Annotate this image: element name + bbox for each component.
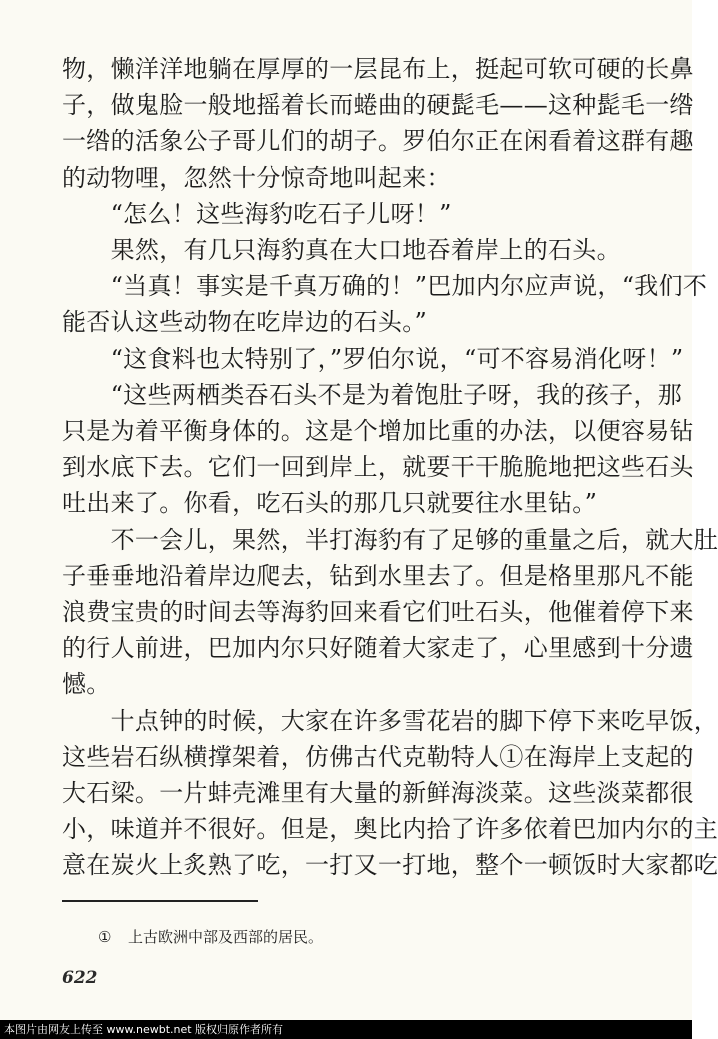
body-line-19: 十点钟的时候，大家在许多雪花岩的脚下停下来吃早饭， [62,707,718,735]
body-line-23: 意在炭火上炙熟了吃，一打又一打地，整个一顿饭时大家都吃 [62,851,718,879]
watermark-text: 本图片由网友上传至 www.newbt.net 版权归原作者所有 [4,1023,284,1036]
body-line-7: “当真！事实是千真万确的！”巴加内尔应声说，“我们不 [62,272,708,300]
body-line-10: “这些两栖类吞石头不是为着饱肚子呀，我的孩子，那 [62,381,683,409]
body-line-15: 子垂垂地沿着岸边爬去，钻到水里去了。但是格里那凡不能 [62,562,694,590]
body-line-20: 这些岩石纵横撑架着，仿佛古代克勒特人①在海岸上支起的 [62,743,694,771]
body-line-8: 能否认这些动物在吃岸边的石头。” [62,308,428,336]
footnote [98,926,323,948]
body-line-4: 的动物哩，忽然十分惊奇地叫起来： [62,164,451,192]
page-number: 622 [62,968,98,988]
body-line-21: 大石梁。一片蚌壳滩里有大量的新鲜海淡菜。这些淡菜都很 [62,779,694,807]
body-line-14: 不一会儿，果然，半打海豹有了足够的重量之后，就大肚 [62,526,718,554]
body-line-9: “这食料也太特别了，”罗伯尔说，“可不容易消化呀！” [62,345,684,373]
body-line-3: 一绺的活象公子哥儿们的胡子。罗伯尔正在闲看着这群有趣 [62,127,694,155]
body-line-11: 只是为着平衡身体的。这是个增加比重的办法，以便容易钻 [62,417,694,445]
body-line-16: 浪费宝贵的时间去等海豹回来看它们吐石头，他催着停下来 [62,598,694,626]
footnote-rule [62,900,258,902]
body-line-13: 吐出来了。你看，吃石头的那几只就要往水里钻。” [62,489,598,517]
body-line-22: 小，味道并不很好。但是，奥比内拾了许多依着巴加内尔的主 [62,815,718,843]
body-line-1: 物，懒洋洋地躺在厚厚的一层昆布上，挺起可软可硬的长鼻 [62,55,694,83]
body-line-12: 到水底下去。它们一回到岸上，就要干干脆脆地把这些石头 [62,453,694,481]
body-line-2: 子，做鬼脸一般地摇着长而蜷曲的硬髭毛——这种髭毛一绺 [62,91,694,119]
footnote-text: 上古欧洲中部及西部的居民。 [128,928,324,946]
body-line-18: 憾。 [62,670,111,698]
body-line-6: 果然，有几只海豹真在大口地吞着岸上的石头。 [62,236,621,264]
body-line-17: 的行人前进，巴加内尔只好随着大家走了，心里感到十分遗 [62,634,694,662]
watermark-bar [0,1020,692,1039]
footnote-mark: ① [98,928,112,946]
body-line-5: “怎么！这些海豹吃石子儿呀！” [62,200,452,228]
